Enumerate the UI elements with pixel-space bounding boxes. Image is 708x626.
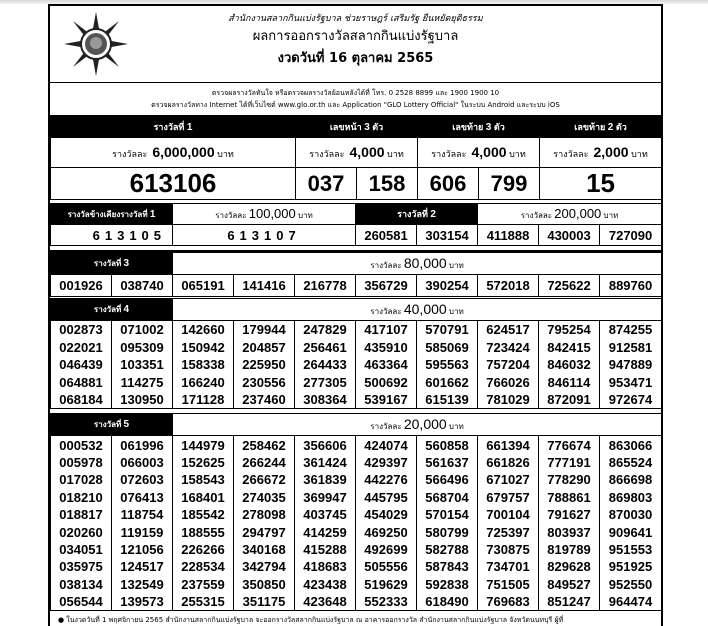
fifth-prize-number: 776674 (539, 436, 600, 453)
fourth-prize-header: รางวัลที่ 4 (51, 299, 173, 321)
fifth-prize-number: 505556 (356, 558, 417, 575)
fifth-prize-number: 803937 (539, 523, 600, 540)
fifth-prize-number: 661394 (478, 436, 539, 453)
fifth-prize-number: 361839 (295, 471, 356, 488)
fifth-prize-number: 255315 (173, 593, 234, 610)
second-prize-number: 260581 (356, 225, 417, 246)
first-prize-header: รางวัลที่ 1 (51, 116, 296, 138)
third-prize-numbers-row (51, 275, 662, 297)
third-prize-table (50, 252, 662, 297)
fifth-prize-number: 442276 (356, 471, 417, 488)
fourth-prize-number: 781029 (478, 391, 539, 409)
fifth-prize-number: 144979 (173, 436, 234, 453)
fifth-prize-number: 185542 (173, 506, 234, 523)
sheet-header (50, 6, 661, 83)
fifth-prize-number: 909641 (600, 523, 662, 540)
fifth-prize-number: 791627 (539, 506, 600, 523)
lottery-result-sheet (48, 4, 663, 626)
last2-number: 15 (540, 168, 662, 200)
footer-note: ● ในงวดวันที่ 1 พฤศจิกายน 2565 สำนักงานสลากกินแบ่งรัฐบาล จะออกรางวัลสลากกินแบ่งรัฐบาล ณ อาคารออกรางวัล สำนักงานสลากกินแบ่งรัฐบาล จังหวัดนนทบุรี ผู้ที่ (58, 615, 564, 624)
motto-text: สำนักงานสลากกินแบ่งรัฐบาล ช่วยราษฎร์ เสริมรัฐ ยืนหยัดยุติธรรม (228, 14, 483, 24)
fourth-prize-row (51, 374, 662, 392)
fourth-prize-number: 757204 (478, 356, 539, 374)
front3-amount: รางวัลละ 4,000 บาท (296, 138, 418, 168)
fifth-prize-number: 414259 (295, 523, 356, 540)
fourth-prize-number: 570791 (417, 321, 478, 339)
fifth-prize-number: 020260 (51, 523, 112, 540)
second-prize-number: 430003 (539, 225, 600, 246)
fifth-prize-number: 351175 (234, 593, 295, 610)
fourth-prize-number: 615139 (417, 391, 478, 409)
fifth-prize-number: 519629 (356, 576, 417, 593)
fifth-prize-number: 152625 (173, 454, 234, 471)
adjacent-prize-header: รางวัลข้างเคียงรางวัลที่ 1 (51, 204, 173, 225)
third-prize-number: 065191 (173, 275, 234, 297)
fifth-prize-number: 369947 (295, 489, 356, 506)
fifth-prize-row (51, 523, 662, 540)
fourth-prize-number: 277305 (295, 374, 356, 392)
fourth-prize-number: 204857 (234, 339, 295, 357)
fifth-prize-number: 819789 (539, 541, 600, 558)
last3-amount: รางวัลละ 4,000 บาท (418, 138, 540, 168)
fifth-prize-number: 119159 (112, 523, 173, 540)
fifth-prize-number: 124517 (112, 558, 173, 575)
fourth-prize-number: 872091 (539, 391, 600, 409)
fifth-prize-number: 132549 (112, 576, 173, 593)
info-phone-line: ตรวจผลรางวัลทันใจ หรือตรวจผลรางวัลย้อนหลังได้ที่ โทร. 0 2528 8899 และ 1900 1900 10 (211, 89, 500, 97)
fourth-prize-number: 500692 (356, 374, 417, 392)
fourth-prize-number: 874255 (600, 321, 662, 339)
fifth-prize-number: 952550 (600, 576, 662, 593)
draw-date: งวดวันที่ 16 ตุลาคม 2565 (277, 51, 434, 66)
fifth-prize-grid (50, 436, 662, 610)
fourth-prize-number: 064881 (51, 374, 112, 392)
fifth-prize-number: 423438 (295, 576, 356, 593)
fifth-prize-number: 561637 (417, 454, 478, 471)
fifth-prize-number: 005978 (51, 454, 112, 471)
fourth-prize-number: 068184 (51, 391, 112, 409)
last2-amount: รางวัลละ 2,000 บาท (540, 138, 662, 168)
fifth-prize-table (50, 413, 662, 436)
fourth-prize-number: 947889 (600, 356, 662, 374)
third-prize-number: 356729 (356, 275, 417, 297)
fifth-prize-number: 121056 (112, 541, 173, 558)
fifth-prize-number: 403745 (295, 506, 356, 523)
fourth-prize-number: 130950 (112, 391, 173, 409)
fifth-prize-number: 424074 (356, 436, 417, 453)
fifth-prize-row (51, 576, 662, 593)
fifth-prize-number: 730875 (478, 541, 539, 558)
fourth-prize-number: 230556 (234, 374, 295, 392)
fifth-prize-number: 038134 (51, 576, 112, 593)
fourth-prize-number: 846114 (539, 374, 600, 392)
top-prizes-table (50, 115, 662, 200)
fifth-prize-number: 361424 (295, 454, 356, 471)
fourth-prize-number: 842415 (539, 339, 600, 357)
fifth-prize-number: 582788 (417, 541, 478, 558)
fourth-prize-number: 539167 (356, 391, 417, 409)
fourth-prize-number: 247829 (295, 321, 356, 339)
fifth-prize-number: 266244 (234, 454, 295, 471)
third-prize-number: 889760 (600, 275, 662, 297)
fifth-prize-number: 274035 (234, 489, 295, 506)
page-title: ผลการออกรางวัลสลากกินแบ่งรัฐบาล (252, 29, 459, 44)
fourth-prize-number: 953471 (600, 374, 662, 392)
fifth-prize-number: 035975 (51, 558, 112, 575)
fifth-prize-number: 618490 (417, 593, 478, 610)
fifth-prize-row (51, 436, 662, 453)
info-internet-line: ตรวจผลรางวัลทาง Internet ได้ที่เว็บไซต์ www.glo.or.th และ Application "GLO Lottery Official" ในระบบ Android และระบบ iOS (151, 101, 560, 109)
fifth-prize-number: 863066 (600, 436, 662, 453)
front3-number: 158 (357, 168, 418, 200)
fourth-prize-number: 435910 (356, 339, 417, 357)
fourth-prize-number: 972674 (600, 391, 662, 409)
fifth-prize-number: 018210 (51, 489, 112, 506)
fourth-prize-number: 256461 (295, 339, 356, 357)
third-prize-number: 390254 (417, 275, 478, 297)
fifth-prize-number: 018817 (51, 506, 112, 523)
fourth-prize-number: 150942 (173, 339, 234, 357)
fourth-prize-number: 624517 (478, 321, 539, 339)
fifth-prize-number: 340168 (234, 541, 295, 558)
fifth-prize-number: 566496 (417, 471, 478, 488)
first-prize-number: 613106 (51, 168, 296, 200)
third-prize-number: 572018 (478, 275, 539, 297)
fourth-prize-number: 046439 (51, 356, 112, 374)
fifth-prize-number: 356606 (295, 436, 356, 453)
fifth-prize-number: 778290 (539, 471, 600, 488)
fifth-prize-row (51, 541, 662, 558)
fifth-prize-number: 777191 (539, 454, 600, 471)
third-prize-number: 001926 (51, 275, 112, 297)
fifth-prize-number: 266672 (234, 471, 295, 488)
fifth-prize-number: 423648 (295, 593, 356, 610)
fifth-prize-number: 851247 (539, 593, 600, 610)
fifth-prize-number: 118754 (112, 506, 173, 523)
fifth-prize-number: 429397 (356, 454, 417, 471)
fifth-prize-number: 017028 (51, 471, 112, 488)
fifth-prize-number: 661826 (478, 454, 539, 471)
second-prize-number: 303154 (417, 225, 478, 246)
fourth-prize-row (51, 391, 662, 409)
fifth-prize-number: 061996 (112, 436, 173, 453)
third-prize-number: 216778 (295, 275, 356, 297)
fourth-prize-amount: รางวัลละ 40,000 บาท (173, 299, 662, 321)
fourth-prize-number: 463364 (356, 356, 417, 374)
fifth-prize-number: 278098 (234, 506, 295, 523)
fourth-prize-grid (50, 321, 662, 409)
fourth-prize-number: 417107 (356, 321, 417, 339)
fifth-prize-number: 570154 (417, 506, 478, 523)
fifth-prize-amount: รางวัลละ 20,000 บาท (173, 414, 662, 436)
fifth-prize-number: 237559 (173, 576, 234, 593)
fifth-prize-number: 076413 (112, 489, 173, 506)
fifth-prize-number: 056544 (51, 593, 112, 610)
fourth-prize-number: 071002 (112, 321, 173, 339)
fourth-prize-number: 766026 (478, 374, 539, 392)
fourth-prize-number: 308364 (295, 391, 356, 409)
fourth-prize-row (51, 321, 662, 339)
fifth-prize-number: 849527 (539, 576, 600, 593)
fifth-prize-row (51, 489, 662, 506)
front3-header: เลขหน้า 3 ตัว (296, 116, 418, 138)
fifth-prize-number: 751505 (478, 576, 539, 593)
last3-number: 799 (479, 168, 540, 200)
fifth-prize-number: 415288 (295, 541, 356, 558)
fifth-prize-number: 552333 (356, 593, 417, 610)
third-prize-header: รางวัลที่ 3 (51, 253, 173, 275)
fifth-prize-number: 568704 (417, 489, 478, 506)
fourth-prize-number: 103351 (112, 356, 173, 374)
fifth-prize-number: 700104 (478, 506, 539, 523)
fifth-prize-number: 034051 (51, 541, 112, 558)
third-prize-number: 038740 (112, 275, 173, 297)
fourth-prize-number: 912581 (600, 339, 662, 357)
fifth-prize-number: 445795 (356, 489, 417, 506)
fifth-prize-number: 418683 (295, 558, 356, 575)
fifth-prize-number: 865524 (600, 454, 662, 471)
fourth-prize-number: 723424 (478, 339, 539, 357)
fifth-prize-row (51, 471, 662, 488)
fifth-prize-number: 000532 (51, 436, 112, 453)
fifth-prize-number: 671027 (478, 471, 539, 488)
fifth-prize-number: 734701 (478, 558, 539, 575)
fifth-prize-number: 679757 (478, 489, 539, 506)
fifth-prize-number: 492699 (356, 541, 417, 558)
fifth-prize-number: 350850 (234, 576, 295, 593)
adjacent-number: 613105 (51, 225, 173, 246)
last2-header: เลขท้าย 2 ตัว (540, 116, 662, 138)
fifth-prize-number: 870030 (600, 506, 662, 523)
fifth-prize-number: 560858 (417, 436, 478, 453)
fifth-prize-number: 072603 (112, 471, 173, 488)
second-prize-header: รางวัลที่ 2 (356, 204, 478, 225)
third-prize-amount: รางวัลละ 80,000 บาท (173, 253, 662, 275)
fourth-prize-number: 585069 (417, 339, 478, 357)
fifth-prize-number: 066003 (112, 454, 173, 471)
fifth-prize-header: รางวัลที่ 5 (51, 414, 173, 436)
fourth-prize-number: 166240 (173, 374, 234, 392)
third-prize-number: 725622 (539, 275, 600, 297)
fifth-prize-number: 769683 (478, 593, 539, 610)
fourth-prize-number: 114275 (112, 374, 173, 392)
fourth-prize-number: 846032 (539, 356, 600, 374)
fifth-prize-number: 469250 (356, 523, 417, 540)
fifth-prize-number: 139573 (112, 593, 173, 610)
fifth-prize-number: 158543 (173, 471, 234, 488)
fifth-prize-number: 188555 (173, 523, 234, 540)
fifth-prize-number: 869803 (600, 489, 662, 506)
last3-number: 606 (418, 168, 479, 200)
fourth-prize-number: 142660 (173, 321, 234, 339)
adjacent-number: 613107 (173, 225, 356, 246)
fourth-prize-row (51, 356, 662, 374)
second-prize-number: 411888 (478, 225, 539, 246)
fourth-prize-number: 225950 (234, 356, 295, 374)
fifth-prize-number: 294797 (234, 523, 295, 540)
fifth-prize-number: 258462 (234, 436, 295, 453)
fifth-prize-row (51, 506, 662, 523)
fifth-prize-number: 951553 (600, 541, 662, 558)
fifth-prize-number: 587843 (417, 558, 478, 575)
fifth-prize-row (51, 593, 662, 610)
first-prize-amount: รางวัลละ 6,000,000 บาท (51, 138, 296, 168)
fifth-prize-number: 168401 (173, 489, 234, 506)
fourth-prize-number: 158338 (173, 356, 234, 374)
fourth-prize-row (51, 339, 662, 357)
fourth-prize-number: 595563 (417, 356, 478, 374)
fifth-prize-number: 454029 (356, 506, 417, 523)
fifth-prize-number: 964474 (600, 593, 662, 610)
fifth-prize-row (51, 558, 662, 575)
fifth-prize-number: 226266 (173, 541, 234, 558)
fourth-prize-number: 795254 (539, 321, 600, 339)
fifth-prize-number: 788861 (539, 489, 600, 506)
fifth-prize-number: 829628 (539, 558, 600, 575)
fourth-prize-number: 095309 (112, 339, 173, 357)
fourth-prize-table (50, 298, 662, 321)
last3-header: เลขท้าย 3 ตัว (418, 116, 540, 138)
fifth-prize-number: 951925 (600, 558, 662, 575)
second-prize-amount: รางวัลละ 200,000 บาท (478, 204, 662, 225)
fourth-prize-number: 237460 (234, 391, 295, 409)
second-prize-number: 727090 (600, 225, 662, 246)
fourth-prize-number: 002873 (51, 321, 112, 339)
fourth-prize-number: 022021 (51, 339, 112, 357)
fifth-prize-number: 580799 (417, 523, 478, 540)
fourth-prize-number: 264433 (295, 356, 356, 374)
third-prize-number: 141416 (234, 275, 295, 297)
adjacent-second-table (50, 203, 662, 246)
fifth-prize-number: 342794 (234, 558, 295, 575)
fourth-prize-number: 601662 (417, 374, 478, 392)
adjacent-prize-amount: รางวัลละ 100,000 บาท (173, 204, 356, 225)
front3-number: 037 (296, 168, 357, 200)
fifth-prize-number: 725397 (478, 523, 539, 540)
fourth-prize-number: 171128 (173, 391, 234, 409)
fifth-prize-number: 228534 (173, 558, 234, 575)
info-block (50, 83, 661, 115)
fourth-prize-number: 179944 (234, 321, 295, 339)
fifth-prize-number: 592838 (417, 576, 478, 593)
fifth-prize-number: 866698 (600, 471, 662, 488)
fifth-prize-row (51, 454, 662, 471)
